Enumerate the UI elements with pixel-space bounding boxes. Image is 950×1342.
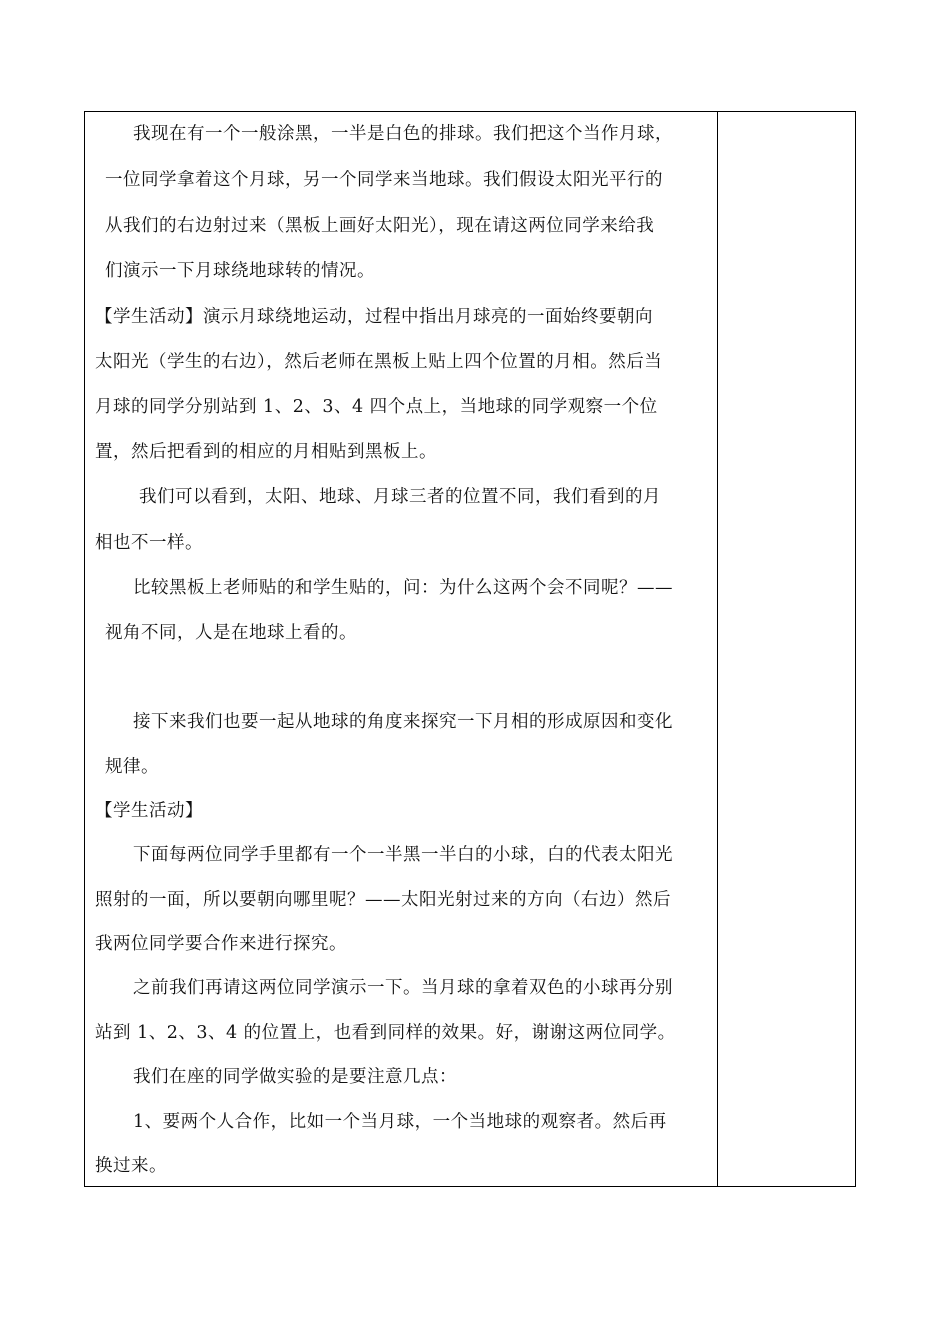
text-line: 我们可以看到，太阳、地球、月球三者的位置不同，我们看到的月 [139, 487, 661, 507]
text-line: 1、要两个人合作，比如一个当月球，一个当地球的观察者。然后再 [133, 1112, 667, 1132]
text-line: 接下来我们也要一起从地球的角度来探究一下月相的形成原因和变化 [133, 712, 673, 732]
text-line: 站到 1、2、3、4 的位置上，也看到同样的效果。好，谢谢这两位同学。 [95, 1023, 676, 1043]
text-line: 相也不一样。 [95, 533, 203, 553]
text-line: 换过来。 [95, 1156, 167, 1176]
text-line: 一位同学拿着这个月球，另一个同学来当地球。我们假设太阳光平行的 [105, 170, 663, 190]
activity-heading: 【学生活动】 [95, 801, 203, 821]
text-line: 下面每两位同学手里都有一个一半黑一半白的小球，白的代表太阳光 [133, 845, 673, 865]
text-line: 太阳光（学生的右边），然后老师在黑板上贴上四个位置的月相。然后当 [95, 352, 663, 372]
text-line: 我现在有一个一般涂黑，一半是白色的排球。我们把这个当作月球， [133, 124, 673, 144]
text-line: 月球的同学分别站到 1、2、3、4 四个点上，当地球的同学观察一个位 [95, 397, 658, 417]
text-line: 规律。 [105, 757, 159, 777]
text-line: 我们在座的同学做实验的是要注意几点： [133, 1067, 457, 1087]
text-line: 从我们的右边射过来（黑板上画好太阳光），现在请这两位同学来给我 [105, 216, 655, 236]
text-line: 之前我们再请这两位同学演示一下。当月球的拿着双色的小球再分别 [133, 978, 673, 998]
text-line: 置，然后把看到的相应的月相贴到黑板上。 [95, 442, 437, 462]
text-line: 视角不同，人是在地球上看的。 [105, 623, 357, 643]
text-line: 们演示一下月球绕地球转的情况。 [105, 261, 375, 281]
text-line: 我两位同学要合作来进行探究。 [95, 934, 347, 954]
notes-cell [718, 112, 855, 1186]
text-line: 【学生活动】演示月球绕地运动，过程中指出月球亮的一面始终要朝向 [95, 307, 653, 327]
text-line: 照射的一面，所以要朝向哪里呢？——太阳光射过来的方向（右边）然后 [95, 890, 671, 910]
lesson-table [84, 111, 856, 1187]
lesson-content-cell [95, 112, 709, 1186]
text-line: 比较黑板上老师贴的和学生贴的，问：为什么这两个会不同呢？—— [133, 578, 673, 598]
